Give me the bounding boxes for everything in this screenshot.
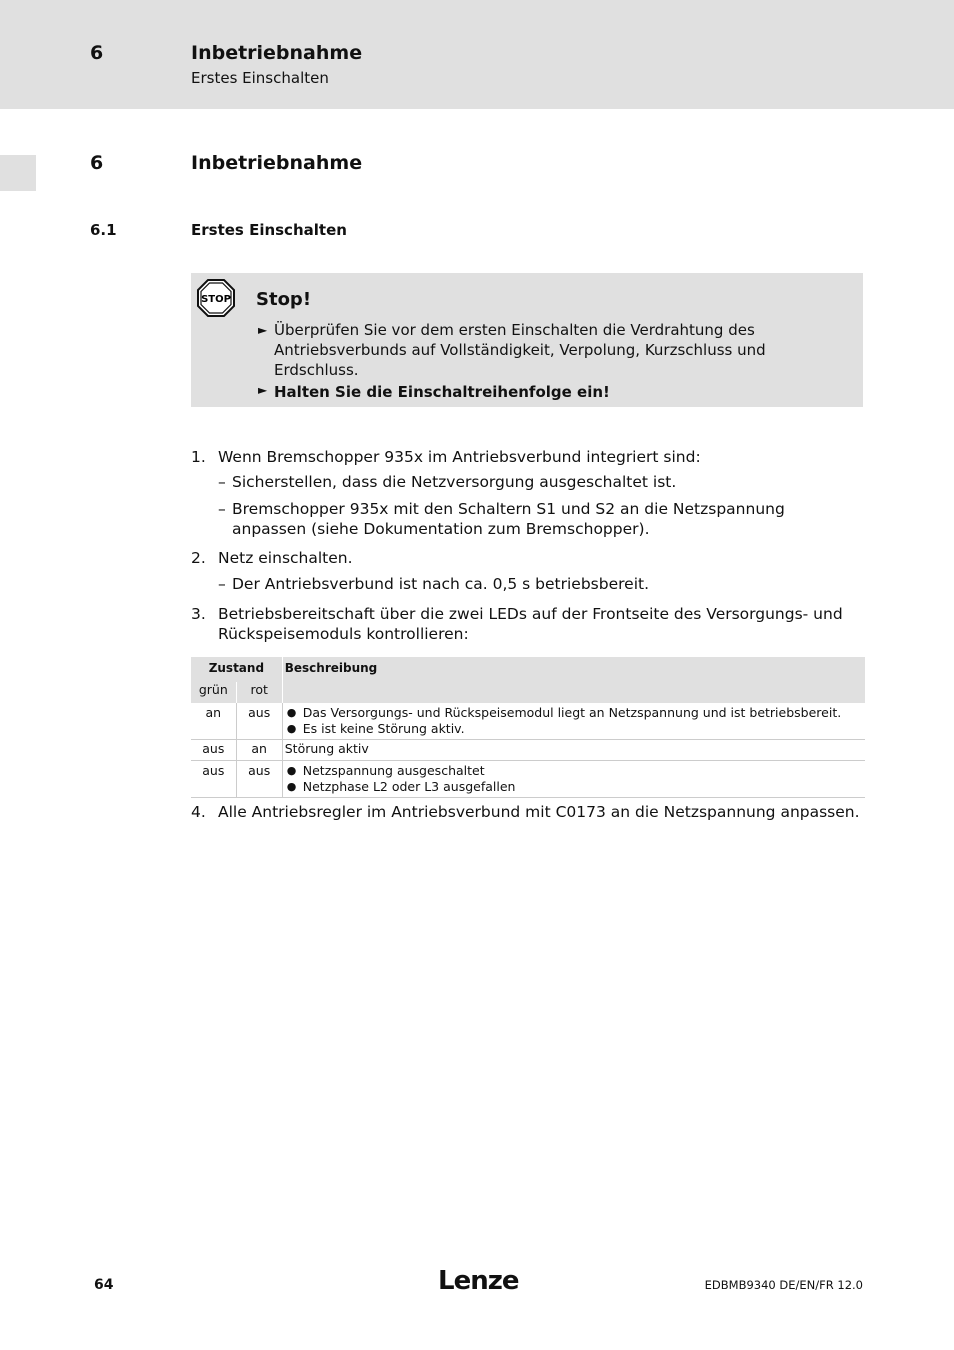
row-3-bullet-2: Netzphase L2 oder L3 ausgefallen bbox=[302, 779, 516, 794]
document-id: EDBMB9340 DE/EN/FR 12.0 bbox=[704, 1278, 863, 1292]
dash-marker: – bbox=[218, 575, 226, 593]
stop-bullet-1-text: Überprüfen Sie vor dem ersten Einschalten die Verdrahtung des Antriebsverbunds auf Vollständigkeit, Verpolung, Kurzschluss und Erdschluss. bbox=[274, 321, 766, 379]
page-number: 64 bbox=[94, 1277, 114, 1293]
table-row bbox=[191, 740, 865, 761]
step-2-number: 2. bbox=[191, 549, 206, 567]
step-3-text: Betriebsbereitschaft über die zwei LEDs auf der Frontseite des Versorgungs- und Rückspeisemoduls kontrollieren: bbox=[218, 605, 843, 643]
table-row bbox=[191, 761, 865, 798]
row-3-bullet-1: Netzspannung ausgeschaltet bbox=[302, 763, 485, 778]
heading2-number: 6.1 bbox=[90, 221, 117, 239]
row-3-gruen: aus bbox=[191, 761, 236, 798]
step-1-text: Wenn Bremschopper 935x im Antriebsverbund integriert sind: bbox=[218, 448, 701, 466]
row-1-description bbox=[282, 703, 865, 740]
step-2-sub-1 bbox=[218, 574, 858, 594]
dash-marker: – bbox=[218, 473, 226, 491]
stop-bullet-2-text: Halten Sie die Einschaltreihenfolge ein! bbox=[274, 383, 610, 401]
row-2-rot: an bbox=[236, 740, 282, 761]
heading1-title: Inbetriebnahme bbox=[191, 152, 363, 174]
bullet-icon: ● bbox=[286, 780, 297, 793]
step-3-number: 3. bbox=[191, 605, 206, 623]
row-3-description bbox=[282, 761, 865, 798]
step-4-text: Alle Antriebsregler im Antriebsverbund mit C0173 an die Netzspannung anpassen. bbox=[218, 803, 860, 821]
row-1-gruen: an bbox=[191, 703, 236, 740]
header-chapter-title: Inbetriebnahme bbox=[191, 42, 363, 64]
step-1-sub-2 bbox=[218, 499, 858, 539]
row-2-description: Störung aktiv bbox=[284, 741, 369, 756]
stop-bullet-2 bbox=[258, 383, 610, 401]
step-1-sub-1 bbox=[218, 472, 858, 492]
step-1-sub-2-text: Bremschopper 935x mit den Schaltern S1 und S2 an die Netzspannung anpassen (siehe Dokumentation zum Bremschopper). bbox=[232, 500, 785, 538]
step-2-text: Netz einschalten. bbox=[218, 549, 353, 567]
row-1-rot: aus bbox=[236, 703, 282, 740]
bullet-icon: ● bbox=[286, 764, 297, 777]
stop-notice bbox=[191, 273, 863, 407]
row-1-bullet-1: Das Versorgungs- und Rückspeisemodul liegt an Netzspannung und ist betriebsbereit. bbox=[302, 705, 842, 720]
stop-sign-icon bbox=[197, 279, 235, 317]
dash-marker: – bbox=[218, 500, 226, 518]
row-2-gruen: aus bbox=[191, 740, 236, 761]
list-item bbox=[285, 779, 863, 795]
arrow-marker-icon: ► bbox=[258, 383, 268, 397]
heading1-number: 6 bbox=[90, 152, 104, 174]
header-chapter-number: 6 bbox=[90, 42, 104, 64]
stop-title: Stop! bbox=[256, 289, 312, 310]
arrow-marker-icon: ► bbox=[258, 323, 268, 337]
step-2-sub-1-text: Der Antriebsverbund ist nach ca. 0,5 s betriebsbereit. bbox=[232, 575, 650, 593]
table-header-beschreibung: Beschreibung bbox=[282, 657, 865, 703]
step-1-number: 1. bbox=[191, 448, 206, 466]
list-item bbox=[285, 705, 863, 721]
table-header-rot: rot bbox=[236, 682, 282, 703]
side-tab-marker bbox=[0, 155, 36, 191]
step-1-sub-1-text: Sicherstellen, dass die Netzversorgung ausgeschaltet ist. bbox=[232, 473, 677, 491]
row-1-bullet-2: Es ist keine Störung aktiv. bbox=[302, 721, 465, 736]
page-header bbox=[0, 0, 954, 109]
header-section-title: Erstes Einschalten bbox=[191, 69, 329, 87]
table-header-zustand: Zustand bbox=[191, 657, 282, 682]
lenze-logo: Lenze bbox=[438, 1266, 519, 1296]
row-3-rot: aus bbox=[236, 761, 282, 798]
list-item bbox=[285, 721, 863, 737]
led-status-table bbox=[191, 657, 865, 798]
table-row bbox=[191, 703, 865, 740]
table-header-gruen: grün bbox=[191, 682, 236, 703]
list-item bbox=[285, 763, 863, 779]
stop-bullet-1 bbox=[258, 320, 838, 380]
heading2-title: Erstes Einschalten bbox=[191, 221, 347, 239]
step-4-number: 4. bbox=[191, 803, 206, 821]
stop-sign-text: STOP bbox=[201, 294, 231, 305]
bullet-icon: ● bbox=[286, 722, 297, 735]
bullet-icon: ● bbox=[286, 706, 297, 719]
